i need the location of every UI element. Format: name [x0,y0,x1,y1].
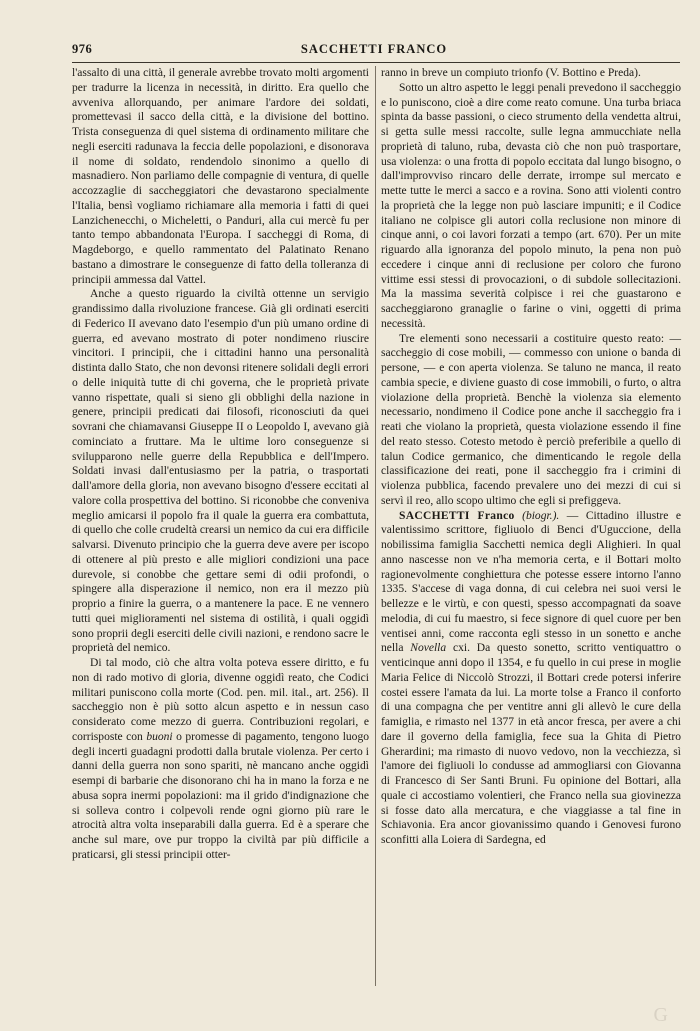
text-run: o promesse di pagamento, tengono luogo degli incerti guadagni prodotti dalla brutale violenza. Per certo i danni della guerra non sono spariti, nè mancano anche oggidì esempi di barbarie che disonorano chi ha in mano la forza e ne abusa sopra inermi popolazioni: ma il grido d'indignazione che si solleva contro i colpevoli rende ogni giorno più rare le atrocità altra volta inseparabili dalla guerra. Ed è a sperare che anche sul mare, ove pur troppo la civiltà par più difficile a praticarsi, gli stessi principii otter- [72,730,369,861]
paragraph: Anche a questo riguardo la civiltà ottenne un servigio grandissimo dalla rivoluzione francese. Già gli ordinati eserciti di Federico II avevano dato l'esempio d'un più umano ordine di guerra, ed avevano mostrato di poter nondimeno riuscire vincitori. I principii, che i cittadini hanno una personalità distinta dallo Stato, che non devonsi ritenere solidali degli errori o delle iniquità tutte di chi governa, che le proprietà private vanno rispettate, quali si sieno gli obblighi della nazione in genere, principii predicati dai filosofi, riconosciuti da quei sovrani che chiamavansi Giuseppe II o Leopoldo I, avevano già cominciato a fruttare. Ma le ultime loro conseguenze si svilupparono nelle guerre della Repubblica e dell'Impero. Soldati invasi dall'entusiasmo per la patria, o trasportati dall'amore della gloria, non avevano bisogno d'essere eccitati al valore colla prospettiva del bottino. Si riconobbe che conveniva meglio amicarsi il popolo fra il quale la guerra era combattuta, di quello che colle crudeltà crearsi un nemico da cui era difficile salvarsi. Divenuto principio che la guerra deve avere per iscopo di ottenere al più presto e alle migliori condizioni una pace durevole, si conobbe che gettare semi di odii profondi, o spingere alla disperazione il nemico, non era il mezzo più proprio a finire la guerra, o a mantenere la pace. E ne vennero tutti quei miglioramenti nel sistema di ostilità, i quali oggidì sono proprii degli eserciti delle civili nazioni, e rendono sacre le proprietà del nemico. [72,288,369,655]
entry-headword: SACCHETTI Franco [399,509,515,522]
paragraph: Tre elementi sono necessarii a costituire questo reato: — saccheggio di cose mobili, — commesso con unione o banda di persone, — e con aperta violenza. Se taluno ne manca, il reato cambia specie, e diviene guasto di cose immobili, o furto, o altra violazione della proprietà. Benchè la violenza sia elemento necessario, nondimeno il Codice pone anche il saccheggio fra i reati che violano la proprietà, questa violazione essendo il fine del reato stesso. Cotesto metodo è perciò preferibile a quello di talun Codice germanico, che dimenticando le regole della classificazione dei reati, pone il saccheggio fra i crimini di violenza pubblica, facendo prevalere uno dei mezzi di cui si servì il reo, allo scopo ultimo che egli si prefiggeva. [381,332,681,507]
italic-term: buoni [146,730,173,743]
paragraph: ranno in breve un compiuto trionfo (V. Bottino e Preda). [381,67,641,79]
text-run: cxi. Da questo sonetto, scritto ventiquattro o venticinque anni dopo il 1354, e fu quello in cui prese in moglie Maria Felice di Niccolò Strozzi, il Bottari crede potersi inferire costei essere l'amata da lui. La morte tolse a Franco il conforto di una compagna che per ventitre anni gli allevò le cure della famiglia, e rimasto nel 1377 in età ancor fresca, per avere a chi dare il governo della famiglia, fece sua la Ghita di Pietro Gherardini; ma rimasto di nuovo vedovo, non la vecchiezza, sì l'amore dei figliuoli lo condusse ad ammogliarsi con Giovanna di Francesco di Ser Santi Bruni. Fu opinione del Bottari, alla quale ci accostiamo volentieri, che Franco nella sua giovinezza si fosse dato alla mercatura, e che viaggiasse a tal fine in Schiavonia. Era ancor giovanissimo quando i Genovesi furono sconfitti alla Loiera di Sardegna, ed [381,642,682,846]
header-rule [72,62,680,63]
italic-title: Novella [410,642,447,655]
text-run: Di tal modo, ciò che altra volta poteva essere diritto, e fu non di rado motivo di gloria, divenne oggidì reato, che Codici militari puniscono colla morte (Cod. pen. mil. ital., art. 256). Il saccheggio non è più sotto alcun aspetto e in nessun caso considerato come mezzo di guerra. Contribuzioni regolari, e corrisposte con [72,657,369,743]
right-column [381,66,681,848]
text-run: — Cittadino illustre e valentissimo scrittore, figliuolo di Benci d'Uguccione, della nobilissima famiglia Sacchetti nemica degli Alighieri. In qual anno nascesse non ve n'ha memoria certa, e il Bottari molto ragionevolmente conghiettura che potesse essere intorno l'anno 1335. S'accese di vaga donna, di cui celebra nei suoi versi le bellezze e le virtù, e con questi, spesso accompagnati da soave melodia, di cui fu maestro, si fece signore di quel cuore per ben ventisei anni, come racconta egli stesso in un sonetto e anche nella [381,509,681,655]
paragraph: Sotto un altro aspetto le leggi penali prevedono il saccheggio e lo puniscono, cioè a dire come reato comune. Una turba briaca spinta da basse passioni, o cieco strumento della vendetta altrui, si getta sulle messi raccolte, sulle legna ammucchiate nella proprietà di taluno, ruba, devasta ciò che non può trasportare, usa violenza: o una frotta di popolo eccitata dal lungo bisogno, o dall'improvviso rincaro delle derrate, irrompe sul mercato e mette tutte le merci a sacco e a rovina. Sono atti violenti contro la proprietà che la legge non può lasciare impuniti; e il Codice italiano ne colpisce gli autori colla reclusione non minore di cinque anni, o coi lavori forzati a tempo (art. 670). Per un mite riguardo alla ignoranza del popolo minuto, la pena non può eccedere i cinque anni di reclusione per coloro che furono vittime essi stessi di provocazioni, o di subdole sollecitazioni. Ma la massima severità colpisce i rei che guastarono e saccheggiarono granaglie o farine o vini, oggetti di prima necessità. [381,81,681,330]
left-column [72,66,369,863]
entry-paragraph [381,509,681,848]
scan-watermark: G [653,1004,670,1026]
page-header [72,42,676,62]
running-head: SACCHETTI FRANCO [300,42,448,56]
paragraph: l'assalto di una città, il generale avrebbe trovato molti argomenti per tradurre la licenza in necessità, in diritto. Era quello che avveniva allorquando, per animare l'ardore dei soldati, promettevasi il sacco della città, e la divisione del bottino. Trista conseguenza di quel sistema di ordinamento militare che negli eserciti radunava la feccia delle popolazioni, e disonorava il nome di soldato, rendendolo sinonimo a quello di masnadiero. Non parliamo delle compagnie di ventura, di quelle accozzaglie di saccheggiatori che devastarono specialmente l'Italia, bensì vogliamo richiamare alla memoria i fatti di quei Lanzichenecchi, o Micheletti, o Panduri, alla cui mercè fu per tanto tempo abbandonata l'Europa. I saccheggi di Roma, di Magdeborgo, e quello rammentato del Palatinato Renano bastano a dimostrare le conseguenze di fatto della tolleranza di principii ammessa dal Vattel. [72,67,369,286]
entry-tag: (biogr.). [522,509,560,522]
page-number: 976 [72,42,93,56]
column-divider [375,66,376,986]
paragraph [72,656,369,863]
